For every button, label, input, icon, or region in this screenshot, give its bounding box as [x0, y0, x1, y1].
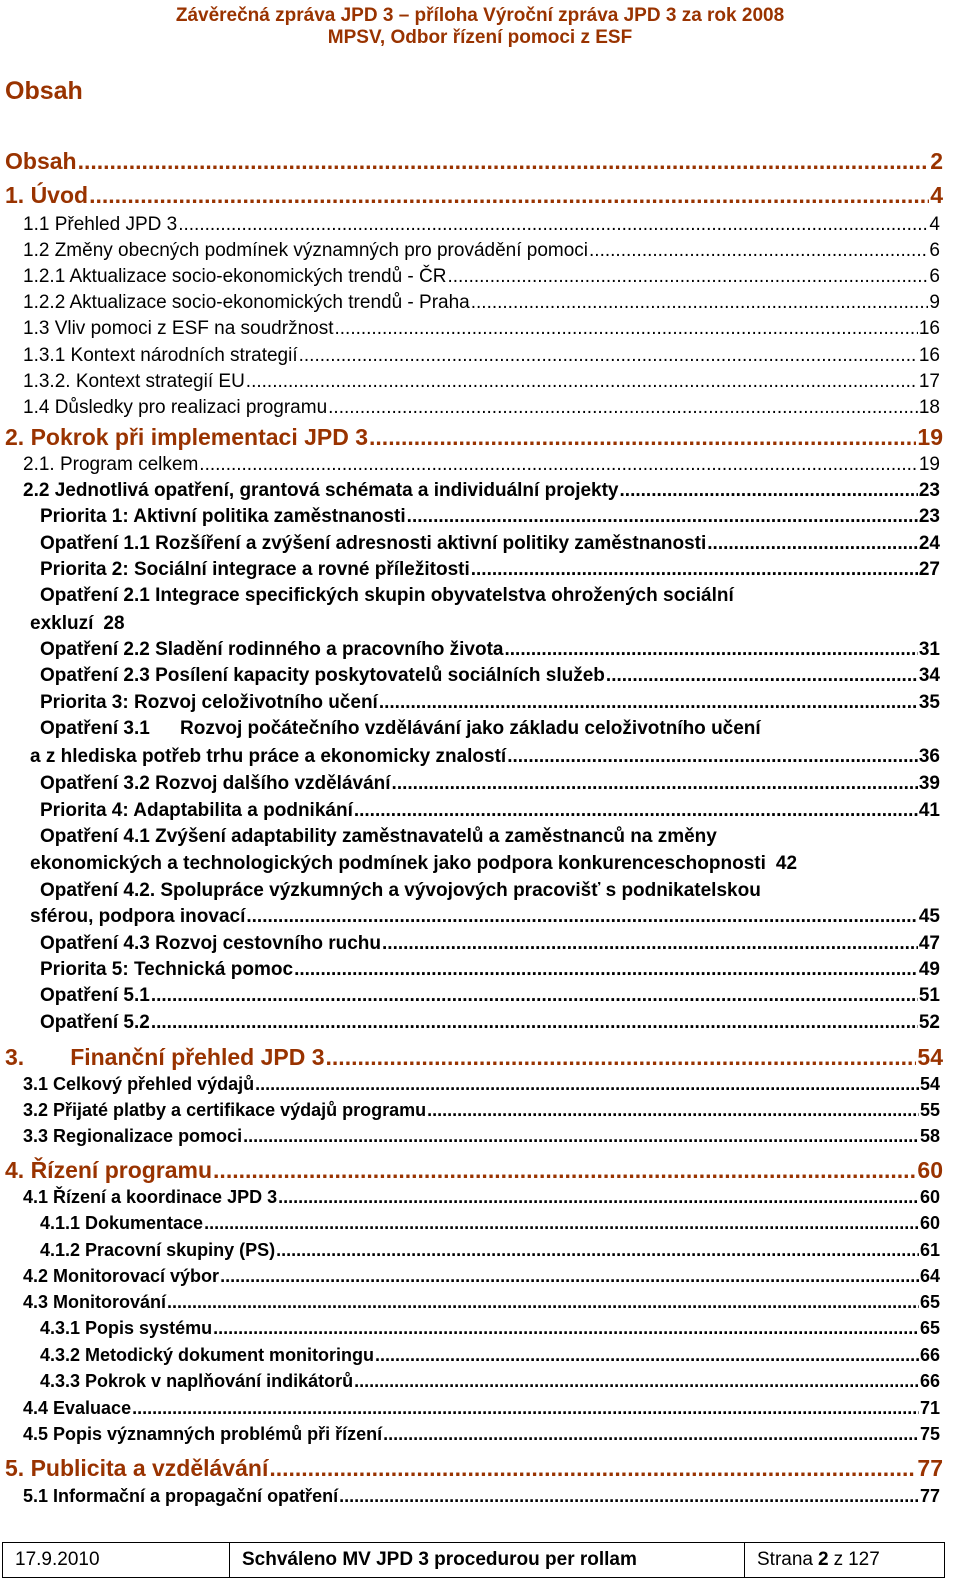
toc-entry — [23, 1126, 940, 1147]
page-label: Strana — [757, 1549, 813, 1570]
footer-page-number — [745, 1543, 944, 1577]
toc-entry — [5, 424, 943, 451]
page-footer — [2, 1542, 945, 1578]
toc-entry — [23, 1074, 940, 1095]
toc-entry-title: Finanční přehled JPD 3 — [70, 1044, 325, 1070]
toc-leader-dots — [255, 1074, 919, 1095]
toc-entry-title: 1.3 Vliv pomoci z ESF na soudržnost — [23, 318, 334, 339]
toc-entry-title: 4.3.2 Metodický dokument monitoringu — [40, 1345, 375, 1365]
toc-entry-title: Priorita 3: Rozvoj celoživotního učení — [40, 692, 378, 713]
toc-entry-title: Opatření 5.2 — [40, 1012, 150, 1033]
toc-entry-page: 42 — [775, 853, 798, 874]
toc-entry — [40, 1240, 940, 1261]
toc-entry-title: 1.3.2. Kontext strategií EU — [23, 371, 245, 392]
toc-entry-title: sférou, podpora inovací — [30, 906, 246, 927]
toc-entry-title: 4.1.1 Dokumentace — [40, 1213, 204, 1233]
toc-entry-page: 49 — [918, 959, 940, 980]
toc-entry-title: 4. Řízení programu — [5, 1157, 213, 1183]
toc-entry-page: 61 — [919, 1240, 940, 1260]
toc-entry — [40, 1371, 940, 1392]
toc-entry-title: Opatření 5.1 — [40, 985, 150, 1006]
toc-entry-title: 5.1 Informační a propagační opatření — [23, 1486, 339, 1506]
toc-entry — [23, 345, 940, 367]
toc-entry — [23, 1266, 940, 1287]
toc-entry-title: Priorita 4: Adaptabilita a podnikání — [40, 800, 353, 821]
toc-entry-page: 71 — [919, 1398, 940, 1418]
toc-leader-dots — [89, 182, 929, 209]
toc-entry — [30, 906, 940, 928]
toc-entry — [40, 506, 940, 528]
toc-leader-dots — [471, 559, 918, 581]
toc-entry-page: 65 — [919, 1292, 940, 1312]
toc-entry-page: 28 — [103, 613, 125, 634]
toc-leader-dots — [213, 1157, 916, 1184]
toc-entry — [40, 800, 940, 822]
toc-entry-page: 16 — [918, 345, 940, 366]
header-title: Závěrečná zpráva JPD 3 – příloha Výroční zpráva JPD 3 za rok 2008 — [175, 5, 785, 26]
toc-entry-page: 41 — [918, 800, 940, 821]
toc-entry — [23, 1100, 940, 1121]
toc-entry-title: Priorita 2: Sociální integrace a rovné příležitosti — [40, 559, 470, 580]
toc-entry-page: 23 — [918, 506, 940, 527]
toc-leader-dots — [204, 1213, 919, 1234]
toc-entry-title: Priorita 1: Aktivní politika zaměstnanosti — [40, 506, 406, 527]
toc-entry-page: 19 — [917, 424, 943, 450]
toc-entry-page: 55 — [919, 1100, 940, 1120]
toc-entry-title: 1.1 Přehled JPD 3 — [23, 214, 178, 235]
toc-leader-dots — [383, 1424, 919, 1445]
header-subtitle: MPSV, Odbor řízení pomoci z ESF — [327, 27, 633, 48]
toc-leader-dots — [407, 506, 918, 528]
toc-leader-dots — [278, 1187, 919, 1208]
toc-leader-dots — [620, 480, 918, 502]
toc-leader-dots — [339, 1486, 919, 1507]
toc-entry — [5, 1157, 943, 1184]
toc-entry — [40, 665, 940, 687]
toc-entry — [40, 1345, 940, 1366]
toc-entry-page: 36 — [918, 746, 940, 767]
toc-entry-page: 4 — [930, 182, 943, 208]
toc-entry-line1: Opatření 4.1 Zvýšení adaptability zaměstnavatelů a zaměstnanců na změny — [40, 826, 717, 847]
toc-entry-title: Opatření 4.3 Rozvoj cestovního ruchu — [40, 933, 382, 954]
toc-entry — [23, 454, 940, 476]
toc-entry-page: 24 — [918, 533, 940, 554]
toc-entry-page: 54 — [917, 1044, 943, 1070]
toc-entry-page: 23 — [918, 480, 940, 501]
toc-entry-title: exkluzí — [30, 613, 94, 634]
toc-entry-title: 3.3 Regionalizace pomoci — [23, 1126, 243, 1146]
toc-entry-title: 1.2 Změny obecných podmínek významných pro provádění pomoci — [23, 240, 589, 261]
toc-leader-dots — [382, 933, 918, 955]
toc-entry-page: 39 — [918, 773, 940, 794]
toc-leader-dots — [151, 985, 918, 1007]
toc-entry — [40, 533, 940, 555]
toc-entry-title: 2.1. Program celkem — [23, 454, 199, 475]
toc-leader-dots — [707, 533, 918, 555]
toc-entry-title: 3.2 Přijaté platby a certifikace výdajů programu — [23, 1100, 427, 1120]
toc-leader-dots — [132, 1398, 919, 1419]
toc-entry-page: 35 — [918, 692, 940, 713]
toc-entry-page: 60 — [917, 1157, 943, 1183]
toc-leader-dots — [299, 345, 918, 367]
toc-entry — [23, 318, 940, 340]
toc-entry — [23, 1486, 940, 1507]
toc-entry-title: Priorita 5: Technická pomoc — [40, 959, 294, 980]
toc-entry — [40, 1012, 940, 1034]
toc-entry-page: 65 — [919, 1318, 940, 1338]
toc-leader-dots — [504, 639, 917, 661]
toc-entry-title: 4.4 Evaluace — [23, 1398, 132, 1418]
toc-leader-dots — [392, 773, 918, 795]
toc-leader-dots — [375, 1345, 919, 1366]
toc-leader-dots — [471, 292, 929, 314]
toc-entry-page: 45 — [918, 906, 940, 927]
toc-entry-title: 1.3.1 Kontext národních strategií — [23, 345, 298, 366]
toc-entry — [40, 692, 940, 714]
toc-entry-page: 6 — [929, 266, 940, 287]
toc-leader-dots — [243, 1126, 919, 1147]
contents-heading: Obsah — [5, 77, 83, 105]
toc-leader-dots — [328, 397, 918, 419]
toc-leader-dots — [220, 1266, 919, 1287]
toc-entry — [23, 1424, 940, 1445]
toc-entry-title: 1. Úvod — [5, 182, 89, 208]
toc-entry-title: a z hlediska potřeb trhu práce a ekonomicky znalostí — [30, 746, 507, 767]
toc-leader-dots — [151, 1012, 918, 1034]
toc-leader-dots — [276, 1240, 919, 1261]
toc-entry-line1: Opatření 4.2. Spolupráce výzkumných a vývojových pracovišť s podnikatelskou — [40, 880, 761, 901]
toc-entry — [23, 1292, 940, 1313]
toc-entry-title: 4.1.2 Pracovní skupiny (PS) — [40, 1240, 276, 1260]
toc-entry-title: 5. Publicita a vzdělávání — [5, 1455, 269, 1481]
toc-entry-page: 51 — [918, 985, 940, 1006]
page-total: 127 — [848, 1549, 880, 1570]
toc-leader-dots — [178, 214, 928, 236]
toc-entry — [5, 182, 943, 209]
toc-entry-title: Opatření 2.3 Posílení kapacity poskytovatelů sociálních služeb — [40, 665, 605, 686]
toc-entry-title: 2.2 Jednotlivá opatření, grantová schémata a individuální projekty — [23, 480, 619, 501]
toc-entry-title: 4.1 Řízení a koordinace JPD 3 — [23, 1187, 278, 1207]
toc-entry-title: 4.3 Monitorování — [23, 1292, 167, 1312]
toc-entry-page: 64 — [919, 1266, 940, 1286]
toc-leader-dots — [246, 371, 918, 393]
toc-leader-dots — [78, 148, 930, 175]
toc-leader-dots — [427, 1100, 919, 1121]
toc-leader-dots — [167, 1292, 919, 1313]
toc-leader-dots — [369, 424, 916, 451]
toc-entry — [23, 292, 940, 314]
toc-entry — [23, 240, 940, 262]
toc-leader-dots — [354, 1371, 919, 1392]
toc-leader-dots — [507, 746, 918, 768]
toc-entry — [5, 1044, 943, 1071]
toc-entry-title: 3.1 Celkový přehled výdajů — [23, 1074, 255, 1094]
toc-leader-dots — [326, 1044, 917, 1071]
toc-entry-page: 52 — [918, 1012, 940, 1033]
toc-entry-title: 4.3.3 Pokrok v naplňování indikátorů — [40, 1371, 354, 1391]
toc-entry-line1-rest: Rozvoj počátečního vzdělávání jako základu celoživotního učení — [180, 718, 761, 739]
toc-entry — [23, 214, 940, 236]
toc-leader-dots — [246, 906, 917, 928]
toc-entry-page: 77 — [917, 1455, 943, 1481]
toc-entry — [40, 559, 940, 581]
toc-entry — [40, 639, 940, 661]
toc-entry-title: Obsah — [5, 148, 77, 174]
toc-entry-title: 4.3.1 Popis systému — [40, 1318, 213, 1338]
toc-entry — [40, 959, 940, 981]
toc-entry — [23, 371, 940, 393]
toc-entry-title: 1.2.2 Aktualizace socio-ekonomických trendů - Praha — [23, 292, 470, 313]
toc-entry — [5, 1455, 943, 1482]
toc-entry-title: Opatření 2.2 Sladění rodinného a pracovního života — [40, 639, 504, 660]
page-current: 2 — [817, 1549, 829, 1570]
toc-entry — [23, 1187, 940, 1208]
toc-entry-page: 75 — [919, 1424, 940, 1444]
toc-entry-page: 60 — [919, 1187, 940, 1207]
toc-entry-title: 1.4 Důsledky pro realizaci programu — [23, 397, 328, 418]
page-of-label: z — [833, 1549, 844, 1570]
footer-approval: Schváleno MV JPD 3 procedurou per rollam — [230, 1543, 745, 1577]
toc-entry — [23, 397, 940, 419]
toc-entry-page: 66 — [919, 1345, 940, 1365]
toc-entry-title: Opatření 3.2 Rozvoj dalšího vzdělávání — [40, 773, 391, 794]
toc-entry-page: 18 — [918, 397, 940, 418]
toc-entry-page: 60 — [919, 1213, 940, 1233]
toc-leader-dots — [199, 454, 918, 476]
toc-entry-title: 1.2.1 Aktualizace socio-ekonomických trendů - ČR — [23, 266, 447, 287]
toc-entry-title: 2. Pokrok při implementaci JPD 3 — [5, 424, 369, 450]
toc-entry-title: ekonomických a technologických podmínek jako podpora konkurenceschopnosti — [30, 853, 766, 874]
toc-leader-dots — [269, 1455, 916, 1482]
toc-entry-page: 34 — [918, 665, 940, 686]
toc-entry-title: 4.5 Popis významných problémů při řízení — [23, 1424, 383, 1444]
toc-entry-page: 66 — [919, 1371, 940, 1391]
toc-entry — [30, 853, 940, 875]
toc-entry — [23, 1398, 940, 1419]
toc-entry-title: Opatření 1.1 Rozšíření a zvýšení adresnosti aktivní politiky zaměstnanosti — [40, 533, 707, 554]
toc-entry — [40, 773, 940, 795]
toc-entry-page: 19 — [918, 454, 940, 475]
toc-entry-page: 4 — [929, 214, 940, 235]
toc-entry-number: 3. — [5, 1044, 25, 1070]
toc-leader-dots — [589, 240, 928, 262]
toc-entry-page: 54 — [919, 1074, 940, 1094]
toc-entry-page: 58 — [919, 1126, 940, 1146]
toc-entry — [40, 1213, 940, 1234]
toc-entry-page: 27 — [918, 559, 940, 580]
toc-entry-title: 4.2 Monitorovací výbor — [23, 1266, 220, 1286]
toc-entry-page: 17 — [918, 371, 940, 392]
toc-entry — [23, 480, 940, 502]
toc-entry-page: 2 — [930, 148, 943, 174]
toc-leader-dots — [334, 318, 917, 340]
toc-entry — [5, 148, 943, 175]
toc-entry-page: 77 — [919, 1486, 940, 1506]
toc-entry — [40, 933, 940, 955]
toc-entry — [30, 613, 940, 635]
toc-leader-dots — [606, 665, 918, 687]
toc-leader-dots — [213, 1318, 919, 1339]
toc-leader-dots — [447, 266, 928, 288]
toc-entry-page: 6 — [929, 240, 940, 261]
toc-entry — [40, 985, 940, 1007]
toc-entry — [23, 266, 940, 288]
toc-entry-page: 47 — [918, 933, 940, 954]
toc-entry — [40, 1318, 940, 1339]
toc-entry-page: 31 — [918, 639, 940, 660]
toc-leader-dots — [379, 692, 918, 714]
toc-entry — [30, 746, 940, 768]
toc-entry-line1: Opatření 2.1 Integrace specifických skupin obyvatelstva ohrožených sociální — [40, 585, 734, 606]
toc-entry-line1: Opatření 3.1 — [40, 718, 150, 739]
toc-leader-dots — [354, 800, 918, 822]
toc-entry-page: 16 — [918, 318, 940, 339]
footer-date: 17.9.2010 — [3, 1543, 230, 1577]
toc-entry-page: 9 — [929, 292, 940, 313]
toc-leader-dots — [294, 959, 918, 981]
